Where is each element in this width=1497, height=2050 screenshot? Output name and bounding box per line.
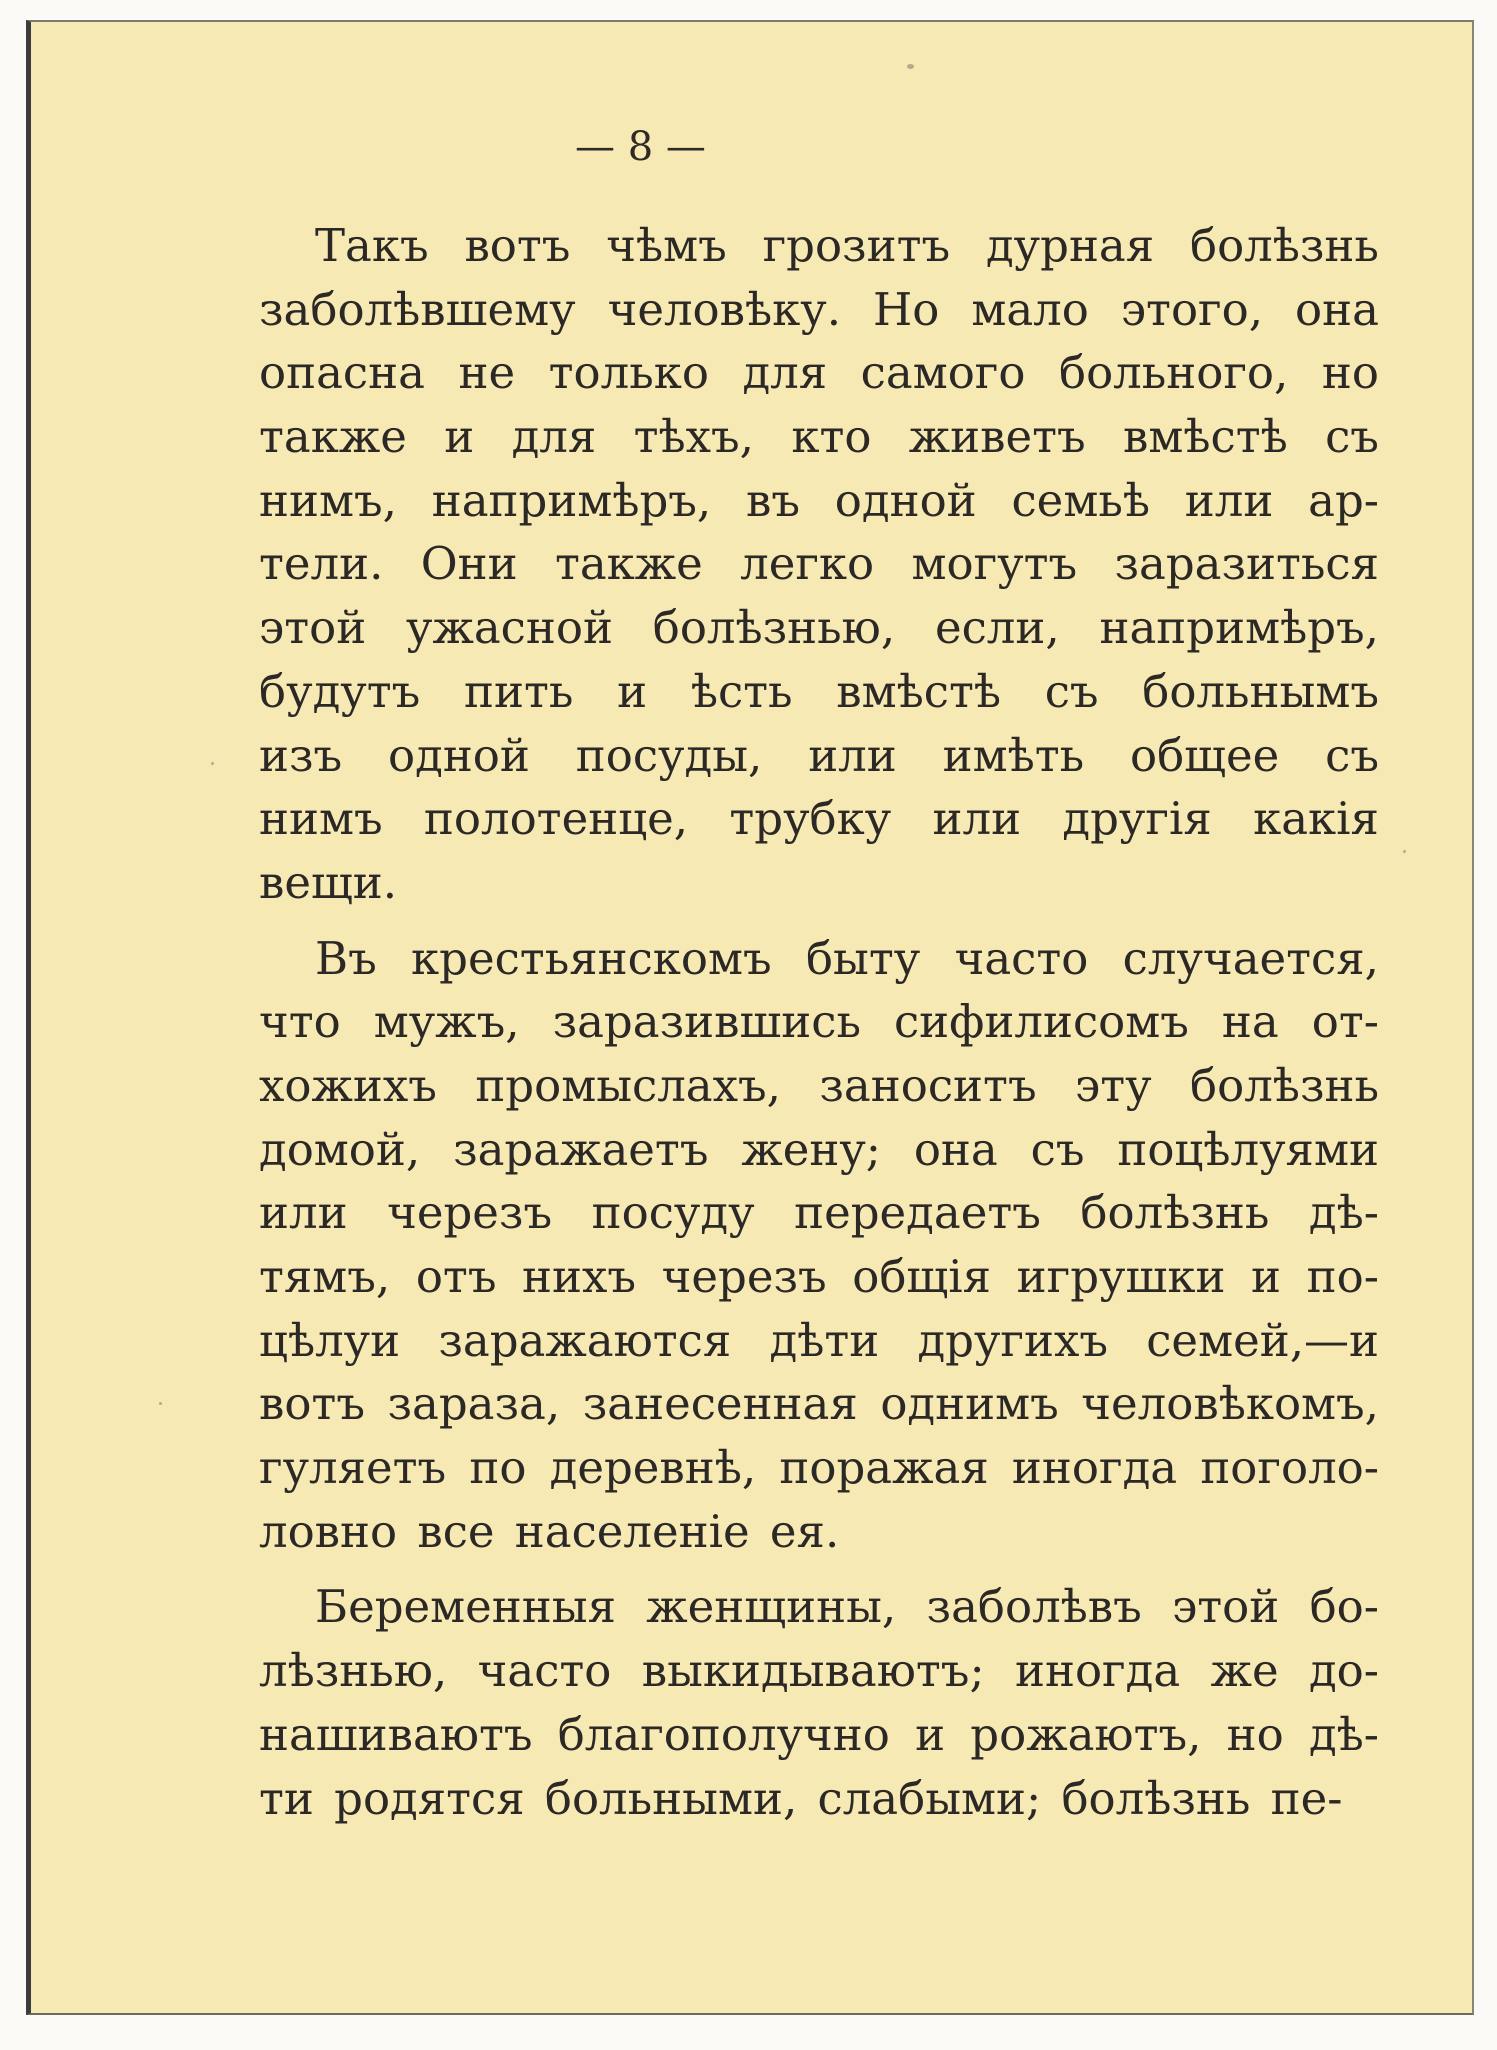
word: Они bbox=[420, 537, 518, 591]
word: лѣзнью, bbox=[259, 1644, 448, 1698]
word: мало bbox=[971, 282, 1089, 336]
word: от- bbox=[1311, 995, 1379, 1049]
word: часто bbox=[477, 1644, 612, 1698]
text-line bbox=[259, 787, 1379, 851]
word: эту bbox=[1075, 1058, 1152, 1112]
word: по- bbox=[1306, 1250, 1379, 1303]
word: заболѣвшему bbox=[259, 282, 576, 336]
word: также bbox=[554, 537, 703, 591]
word: семьѣ bbox=[1011, 473, 1150, 527]
word: поголо- bbox=[1200, 1441, 1379, 1495]
word: пить bbox=[464, 664, 574, 718]
word: но bbox=[1226, 1707, 1284, 1761]
text-line bbox=[259, 1118, 1379, 1182]
word: этой bbox=[1172, 1580, 1280, 1634]
word: же bbox=[1210, 1644, 1279, 1698]
word: и bbox=[617, 664, 648, 718]
word: поцѣлуями bbox=[1117, 1122, 1379, 1176]
word: какія bbox=[1253, 792, 1379, 846]
word: вмѣстѣ bbox=[836, 664, 1001, 718]
word: въ bbox=[746, 473, 800, 527]
word: Такъ bbox=[315, 219, 429, 272]
word: трубку bbox=[729, 792, 892, 846]
word: нимъ, bbox=[259, 473, 397, 527]
word: и bbox=[915, 1707, 946, 1761]
word: нашиваютъ bbox=[259, 1707, 533, 1761]
word: сифилисомъ bbox=[893, 995, 1189, 1049]
word: тели. bbox=[259, 537, 384, 591]
text-line bbox=[259, 1703, 1379, 1767]
paragraph-gap bbox=[259, 915, 1379, 927]
word: тямъ, bbox=[259, 1250, 391, 1303]
word: слабыми; bbox=[817, 1771, 1042, 1825]
word: игрушки bbox=[1016, 1250, 1226, 1303]
word: все bbox=[417, 1504, 495, 1558]
word: гуляетъ bbox=[259, 1441, 447, 1495]
word: болѣзнь bbox=[1190, 1058, 1379, 1112]
word: нихъ bbox=[522, 1250, 637, 1303]
word: для bbox=[742, 346, 828, 400]
word: вмѣстѣ bbox=[1123, 410, 1288, 464]
word: благополучно bbox=[557, 1707, 890, 1761]
text-line bbox=[259, 724, 1379, 788]
word: заболѣвъ bbox=[926, 1580, 1142, 1634]
word: могутъ bbox=[911, 537, 1078, 591]
word: полотенце, bbox=[423, 792, 689, 846]
word: общее bbox=[1129, 728, 1280, 782]
word: только bbox=[548, 346, 709, 400]
word: и bbox=[1251, 1250, 1282, 1303]
word: или bbox=[932, 792, 1022, 846]
word: иногда bbox=[1011, 1441, 1178, 1495]
word: болѣзнь bbox=[1061, 1771, 1251, 1825]
text-line bbox=[259, 990, 1379, 1054]
text-line bbox=[259, 1767, 1379, 1831]
word: Въ bbox=[315, 931, 377, 985]
word: одной bbox=[834, 473, 977, 527]
word: Беременныя bbox=[315, 1580, 616, 1634]
word: иногда bbox=[1014, 1644, 1181, 1698]
word: если, bbox=[934, 601, 1060, 655]
word: заноситъ bbox=[819, 1058, 1037, 1112]
word: ея. bbox=[769, 1504, 840, 1558]
word: часто bbox=[954, 931, 1089, 985]
word: зараза, bbox=[387, 1377, 561, 1431]
word: промыслахъ, bbox=[475, 1058, 781, 1112]
word: для bbox=[511, 410, 597, 464]
word: не bbox=[458, 346, 516, 400]
word: съ bbox=[1044, 664, 1099, 718]
word: заразиться bbox=[1114, 537, 1379, 591]
word: посуды, bbox=[575, 728, 763, 782]
word: черезъ bbox=[661, 1250, 827, 1303]
word: общія bbox=[852, 1250, 992, 1303]
word: болѣзнь bbox=[1189, 219, 1379, 272]
word: съ bbox=[1030, 1122, 1085, 1176]
word: или bbox=[259, 1186, 348, 1240]
word: родятся bbox=[334, 1771, 525, 1825]
word: ѣсть bbox=[690, 664, 793, 718]
word: другихъ bbox=[917, 1313, 1109, 1367]
word: случается, bbox=[1122, 931, 1379, 985]
word: семей,—и bbox=[1146, 1313, 1379, 1367]
word: на bbox=[1221, 995, 1279, 1049]
text-line bbox=[259, 1372, 1379, 1436]
text-line bbox=[259, 1054, 1379, 1118]
page-number: — 8 — bbox=[575, 124, 706, 170]
word: по bbox=[469, 1441, 527, 1495]
word: напримѣръ, bbox=[1099, 601, 1379, 655]
word: женщины, bbox=[646, 1580, 897, 1634]
ink-speck bbox=[211, 762, 214, 765]
text-line bbox=[259, 341, 1379, 405]
word: человѣкомъ, bbox=[1081, 1377, 1379, 1431]
word: или bbox=[808, 728, 897, 782]
word: чѣмъ bbox=[606, 219, 727, 272]
word: она bbox=[913, 1122, 998, 1176]
text-line bbox=[259, 1639, 1379, 1703]
text-line bbox=[259, 214, 1379, 278]
word: самого bbox=[860, 346, 1026, 400]
text-line bbox=[259, 1500, 1379, 1564]
word: вотъ bbox=[464, 219, 571, 272]
word: этого, bbox=[1120, 282, 1264, 336]
word: этой bbox=[259, 601, 367, 655]
word: ловно bbox=[259, 1504, 398, 1558]
word: хожихъ bbox=[259, 1058, 437, 1112]
word: что bbox=[259, 995, 341, 1049]
word: выкидываютъ; bbox=[641, 1644, 985, 1698]
word: быту bbox=[805, 931, 921, 985]
word: вещи. bbox=[259, 855, 398, 909]
word: дѣ- bbox=[1308, 1707, 1379, 1761]
word: больнымъ bbox=[1142, 664, 1379, 718]
word: легко bbox=[740, 537, 875, 591]
word: заразившись bbox=[552, 995, 861, 1049]
word: напримѣръ, bbox=[431, 473, 712, 527]
word: ти bbox=[259, 1771, 314, 1825]
word: кто bbox=[791, 410, 872, 464]
word: человѣку. bbox=[607, 282, 841, 336]
word: пе- bbox=[1270, 1771, 1343, 1825]
word: рожаютъ, bbox=[970, 1707, 1202, 1761]
ink-speck bbox=[1403, 850, 1406, 853]
text-line bbox=[259, 278, 1379, 342]
paragraph-gap bbox=[259, 1563, 1379, 1575]
word: съ bbox=[1325, 410, 1379, 464]
text-line bbox=[259, 851, 1379, 915]
word: одной bbox=[388, 728, 530, 782]
ink-speck bbox=[159, 1402, 162, 1405]
word: изъ bbox=[259, 728, 343, 782]
text-line bbox=[259, 405, 1379, 469]
body-text bbox=[259, 214, 1379, 1830]
word: или bbox=[1184, 473, 1274, 527]
word: ар- bbox=[1308, 473, 1379, 527]
word: нимъ bbox=[259, 792, 383, 846]
word: болѣзнь bbox=[1080, 1186, 1270, 1240]
text-line bbox=[259, 1575, 1379, 1639]
text-line bbox=[259, 1436, 1379, 1500]
text-line bbox=[259, 1181, 1379, 1245]
word: другія bbox=[1062, 792, 1212, 846]
word: также bbox=[259, 410, 407, 464]
word: будутъ bbox=[259, 664, 421, 718]
ink-speck bbox=[907, 64, 914, 69]
text-line bbox=[259, 1245, 1379, 1309]
word: имѣть bbox=[942, 728, 1085, 782]
word: и bbox=[444, 410, 475, 464]
word: но bbox=[1321, 346, 1379, 400]
word: Но bbox=[873, 282, 940, 336]
word: посуду bbox=[591, 1186, 755, 1240]
word: бо- bbox=[1309, 1580, 1379, 1634]
word: съ bbox=[1325, 728, 1379, 782]
word: дѣти bbox=[769, 1313, 880, 1367]
word: отъ bbox=[415, 1250, 497, 1303]
word: мужъ, bbox=[373, 995, 520, 1049]
word: дурная bbox=[985, 219, 1155, 272]
word: она bbox=[1295, 282, 1379, 336]
word: грозитъ bbox=[762, 219, 951, 272]
word: вотъ bbox=[259, 1377, 365, 1431]
text-line bbox=[259, 532, 1379, 596]
text-line bbox=[259, 1309, 1379, 1373]
word: занесенная bbox=[582, 1377, 858, 1431]
word: больными, bbox=[544, 1771, 798, 1825]
text-line bbox=[259, 660, 1379, 724]
word: до- bbox=[1308, 1644, 1379, 1698]
text-line bbox=[259, 469, 1379, 533]
word: ужасной bbox=[405, 601, 613, 655]
word: болѣзнью, bbox=[652, 601, 896, 655]
word: заражаетъ bbox=[453, 1122, 709, 1176]
word: больного, bbox=[1059, 346, 1289, 400]
word: черезъ bbox=[387, 1186, 553, 1240]
word: поражая bbox=[779, 1441, 989, 1495]
word: крестьянскомъ bbox=[411, 931, 772, 985]
word: деревнѣ, bbox=[549, 1441, 757, 1495]
text-line bbox=[259, 596, 1379, 660]
word: передаетъ bbox=[794, 1186, 1041, 1240]
word: домой, bbox=[259, 1122, 421, 1176]
word: однимъ bbox=[880, 1377, 1059, 1431]
word: цѣлуи bbox=[259, 1313, 401, 1367]
text-line bbox=[259, 927, 1379, 991]
word: опасна bbox=[259, 346, 425, 400]
word: дѣ- bbox=[1308, 1186, 1379, 1240]
word: населеніе bbox=[514, 1504, 750, 1558]
word: тѣхъ, bbox=[633, 410, 754, 464]
word: жену; bbox=[741, 1122, 881, 1176]
word: живетъ bbox=[908, 410, 1086, 464]
word: заражаются bbox=[438, 1313, 732, 1367]
